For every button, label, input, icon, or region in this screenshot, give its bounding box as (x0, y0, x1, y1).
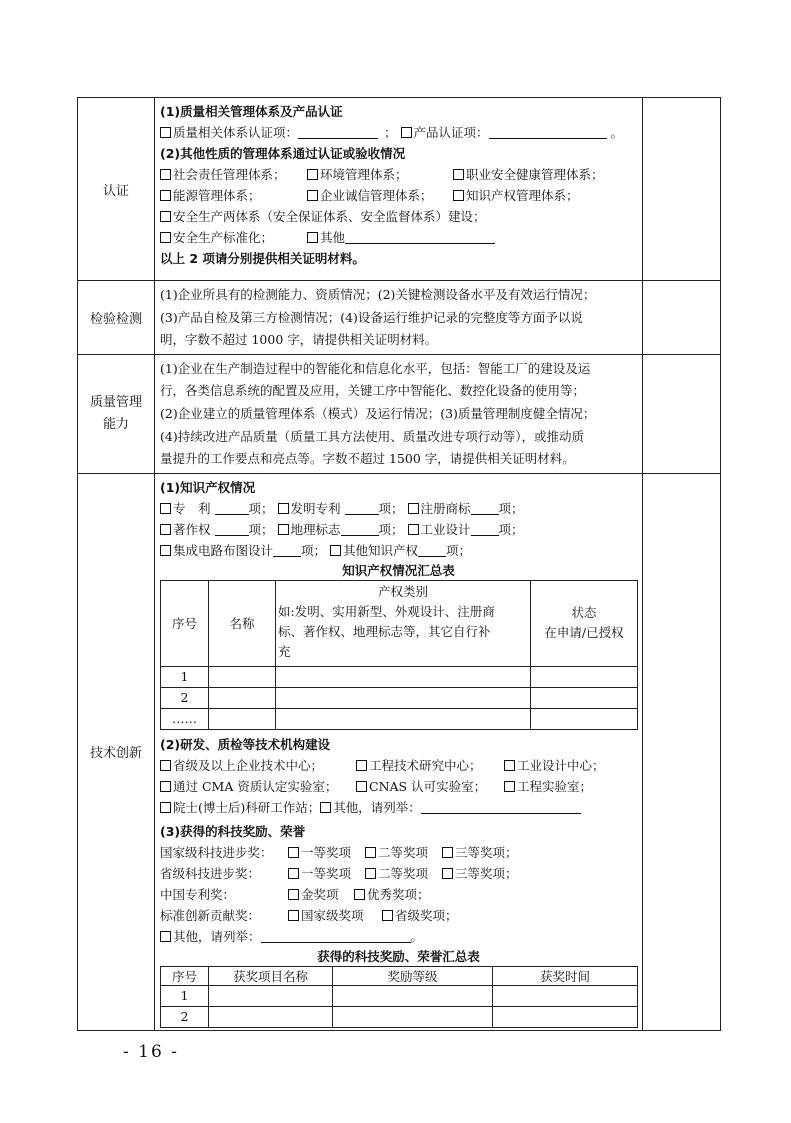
blank-line[interactable] (345, 231, 495, 244)
inspect-content: (1)企业所具有的检测能力、资质情况；(2)关键检测设备水平及有效运行情况； (3)产品自检及第三方检测情况；(4)设备运行维护记录的完整度等方面予以说 明，字数不超过 1000 字，请提供相关证明材料。 (155, 281, 643, 355)
checkbox[interactable] (160, 931, 171, 942)
ip-summary-table: 序号 名称 产权类别 如:发明、实用新型、外观设计、注册商 标、著作权、地理标志等，其它自行补 充 状态 在申请/已授权 1 2 …… (160, 580, 638, 730)
blank-line[interactable] (215, 523, 249, 536)
row-label-inspect: 检验检测 (78, 281, 155, 355)
checkbox[interactable] (278, 503, 289, 514)
checkbox[interactable] (307, 169, 318, 180)
blank-line[interactable] (421, 801, 581, 814)
checkbox[interactable] (160, 190, 171, 201)
table-row: 2 (161, 1006, 638, 1027)
page-number: - 16 - (123, 1042, 179, 1062)
score-cell[interactable] (643, 473, 721, 1030)
checkbox[interactable] (442, 847, 453, 858)
checkbox[interactable] (160, 760, 171, 771)
row-label-tech: 技术创新 (78, 473, 155, 1030)
table-row: 2 (161, 687, 638, 708)
blank-line[interactable] (345, 502, 379, 515)
blank-line[interactable] (341, 523, 379, 536)
checkbox[interactable] (365, 847, 376, 858)
checkbox[interactable] (453, 169, 464, 180)
checkbox[interactable] (278, 524, 289, 535)
row-label-cert: 认证 (78, 98, 155, 281)
checkbox[interactable] (401, 127, 412, 138)
checkbox[interactable] (356, 781, 367, 792)
checkbox[interactable] (288, 910, 299, 921)
checkbox[interactable] (382, 910, 393, 921)
checkbox[interactable] (307, 190, 318, 201)
checkbox[interactable] (453, 190, 464, 201)
checkbox[interactable] (288, 868, 299, 879)
checkbox[interactable] (504, 760, 515, 771)
tech-heading-1: (1)知识产权情况 (160, 479, 256, 495)
evaluation-form-table (77, 97, 721, 1031)
checkbox[interactable] (442, 868, 453, 879)
blank-line[interactable] (261, 930, 411, 943)
blank-line[interactable] (471, 502, 499, 515)
cert-heading-1: (1)质量相关管理体系及产品认证 (160, 104, 343, 119)
checkbox[interactable] (408, 503, 419, 514)
checkbox[interactable] (160, 232, 171, 243)
blank-line[interactable] (471, 523, 499, 536)
checkbox[interactable] (330, 545, 341, 556)
checkbox[interactable] (160, 545, 171, 556)
checkbox[interactable] (354, 889, 365, 900)
quality-content: (1)企业在生产制造过程中的智能化和信息化水平，包括：智能工厂的建设及运 行，各类信息系统的配置及应用，关键工序中智能化、数控化设备的使用等； (2)企业建立的质量管理体系（模式）及运行情况；(3)质量管理制度健全情况； (4)持续改进产品质量（质量工具方法使用、质量改进专项行动等），或推动质 量提升的工作要点和亮点等。字数不超过 1500 字，请提供相关证明材料。 (155, 354, 643, 473)
checkbox[interactable] (356, 760, 367, 771)
checkbox[interactable] (160, 211, 171, 222)
checkbox[interactable] (160, 802, 171, 813)
checkbox[interactable] (288, 889, 299, 900)
tech-heading-3: (3)获得的科技奖励、荣誉 (160, 823, 306, 839)
checkbox[interactable] (365, 868, 376, 879)
checkbox[interactable] (504, 781, 515, 792)
score-cell[interactable] (643, 98, 721, 281)
checkbox[interactable] (307, 232, 318, 243)
row-label-quality: 质量管理能力 (78, 354, 155, 473)
table-row: 1 (161, 666, 638, 687)
table-row: 1 (161, 985, 638, 1006)
tech-content: (1)知识产权情况 专 利 项； 发明专利 项； 注册商标 项； 著作权 项； 地理标志 项； 工业设计 项； 集成电路布图设计 项； 其他知识产权 项； 知识产权情况汇总表 序号 名称 产权类别 如:发明、实用新型、外观设计、注册商 标、著作权、地理标志等，其它自行补 充 状态 在申请/已授权 1 2 …… (2)研发、质检等技术机构建设 省级及以上企业技术中心； 工程技术研究中心； 工业设计中心； 通过 CMA 资质认定实验室； CNAS 认可实验室； 工程实验室； 院士(博士后)科研工作站； 其他，请列举： (3)获得的科技奖励、荣誉 国家级科技进步奖： 一等奖项 二等奖项 三等奖项； 省级科技进步奖： 一等奖项 二等奖项 三等奖项； 中国专利奖： 金奖项 优秀奖项； 标准创新贡献奖： 国家级奖项 省级奖项； 其他，请列举： 。 获得的科技奖励、荣誉汇总表 序号 获奖项目名称 奖励等级 获奖时间 1 2 (155, 473, 643, 1030)
blank-line[interactable] (215, 502, 249, 515)
blank-line[interactable] (418, 544, 446, 557)
cert-content: (1)质量相关管理体系及产品认证 质量相关体系认证项： ； 产品认证项： 。 (2)其他性质的管理体系通过认证或验收情况 社会责任管理体系； 环境管理体系； 职业安全健康管理体系； 能源管理体系； 企业诚信管理体系； 知识产权管理体系； 安全生产两体系（安全保证体系、安全监督体系）建设； 安全生产标准化； 其他 以上 2 项请分别提供相关证明材料。 (155, 98, 643, 281)
table-row: …… (161, 708, 638, 729)
checkbox[interactable] (408, 524, 419, 535)
ip-table-title: 知识产权情况汇总表 (342, 562, 455, 578)
checkbox[interactable] (320, 802, 331, 813)
checkbox[interactable] (160, 127, 171, 138)
award-table-title: 获得的科技奖励、荣誉汇总表 (317, 948, 480, 964)
checkbox[interactable] (288, 847, 299, 858)
checkbox[interactable] (160, 524, 171, 535)
blank-line[interactable] (298, 126, 378, 139)
award-summary-table: 序号 获奖项目名称 奖励等级 获奖时间 1 2 (160, 966, 638, 1028)
blank-line[interactable] (273, 544, 301, 557)
cert-heading-2: (2)其他性质的管理体系通过认证或验收情况 (160, 146, 406, 161)
tech-heading-2: (2)研发、质检等技术机构建设 (160, 736, 331, 752)
checkbox[interactable] (160, 781, 171, 792)
blank-line[interactable] (489, 126, 607, 139)
score-cell[interactable] (643, 281, 721, 355)
cert-note: 以上 2 项请分别提供相关证明材料。 (160, 251, 365, 266)
score-cell[interactable] (643, 354, 721, 473)
checkbox[interactable] (160, 503, 171, 514)
checkbox[interactable] (160, 169, 171, 180)
